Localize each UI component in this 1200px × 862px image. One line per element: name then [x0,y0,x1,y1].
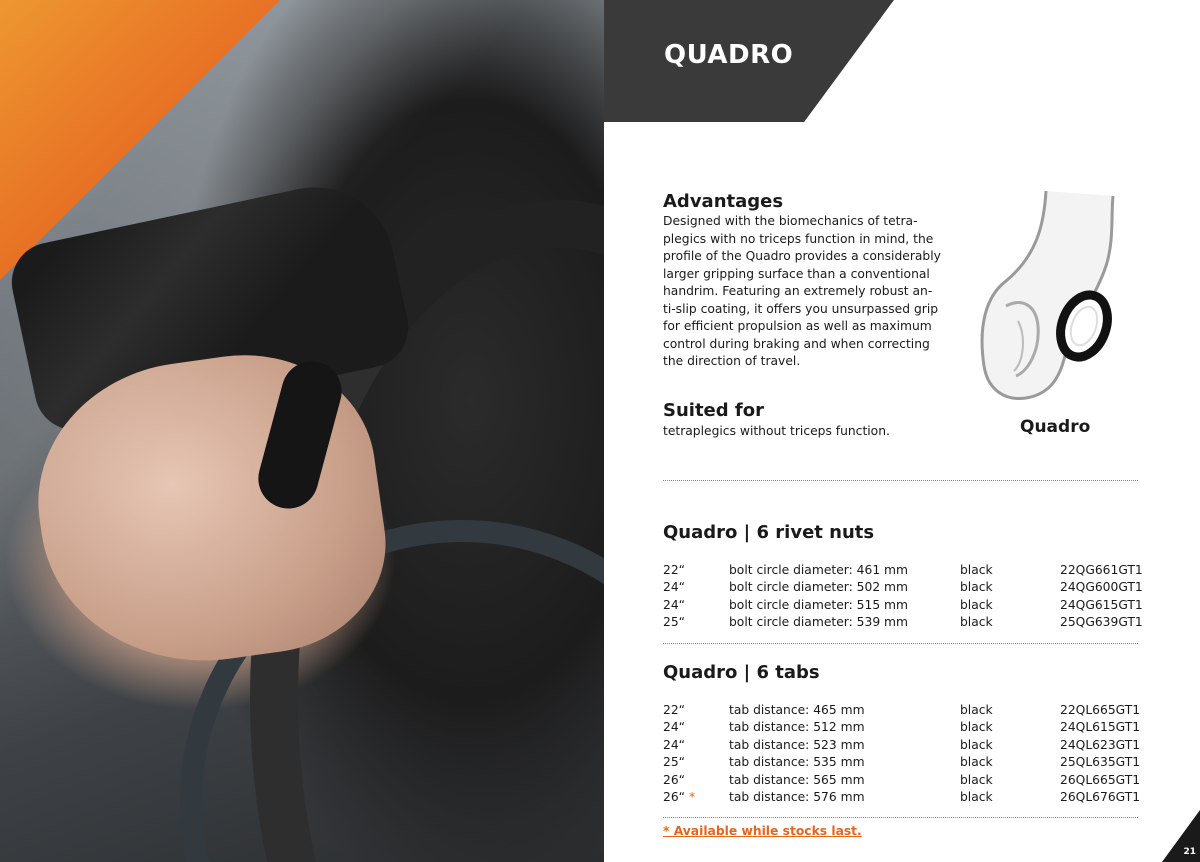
size-cell: 22“ [663,703,686,717]
article-cell: 24QL615GT1 [1060,720,1141,734]
advantages-text [663,213,941,371]
color-cell: black [960,755,993,769]
table-row [0,790,1200,807]
size-cell: 25“ [663,615,686,629]
page-number: 21 [1183,847,1196,857]
desc-cell: tab distance: 465 mm [729,703,865,717]
advantages-line: profile of the Quadro provides a considerably [663,249,941,263]
size-cell: 22“ [663,563,686,577]
divider [663,643,1138,644]
desc-cell: tab distance: 512 mm [729,720,865,734]
article-cell: 24QG615GT1 [1060,598,1143,612]
availability-footnote: * Available while stocks last. [663,824,862,838]
page-title: QUADRO [664,40,794,70]
advantages-line: plegics with no triceps function in mind, the [663,231,934,246]
suited-for-heading: Suited for [663,400,764,421]
size-cell: 24“ [663,720,686,734]
advantages-line: control during braking and when correcting [663,336,930,351]
article-cell: 25QL635GT1 [1060,755,1141,769]
divider [663,480,1138,481]
color-cell: black [960,598,993,612]
color-cell: black [960,615,993,629]
color-cell: black [960,773,993,787]
size-cell: 24“ [663,598,686,612]
size-cell: 25“ [663,755,686,769]
divider [663,817,1138,818]
article-cell: 22QL665GT1 [1060,703,1141,717]
size-cell: 26“ [663,773,686,787]
desc-cell: bolt circle diameter: 515 mm [729,598,909,612]
desc-cell: tab distance: 565 mm [729,773,865,787]
table-row [0,598,1200,615]
availability-star: * [688,790,696,804]
color-cell: black [960,703,993,717]
desc-cell: tab distance: 523 mm [729,738,865,752]
color-cell: black [960,580,993,594]
table-row [0,563,1200,580]
advantages-line: ti-slip coating, it offers you unsurpassed grip [663,301,939,316]
table-row [0,580,1200,597]
table-row [0,615,1200,632]
table-row [0,773,1200,790]
color-cell: black [960,563,993,577]
advantages-line: handrim. Featuring an extremely robust an- [663,284,933,298]
article-cell: 25QG639GT1 [1060,615,1143,629]
table-row [0,738,1200,755]
desc-cell: bolt circle diameter: 502 mm [729,580,909,594]
advantages-heading: Advantages [663,191,784,212]
size-value: 26“ [663,790,686,804]
color-cell: black [960,790,993,804]
size-cell: 24“ [663,738,686,752]
table-row [0,703,1200,720]
illustration-label: Quadro [1020,417,1091,437]
advantages-line: larger gripping surface than a conventional [663,266,930,281]
suited-for-text: tetraplegics without triceps function. [663,424,890,438]
tabs-heading: Quadro | 6 tabs [663,662,820,683]
article-cell: 26QL665GT1 [1060,773,1141,787]
desc-cell: tab distance: 576 mm [729,790,865,804]
table-row [0,720,1200,737]
size-cell: 24“ [663,580,686,594]
article-cell: 26QL676GT1 [1060,790,1141,804]
advantages-line: for efficient propulsion as well as maximum [663,319,932,333]
color-cell: black [960,720,993,734]
advantages-line: the direction of travel. [663,354,801,368]
advantages-line: Designed with the biomechanics of tetra- [663,214,918,228]
color-cell: black [960,738,993,752]
desc-cell: tab distance: 535 mm [729,755,865,769]
rivet-nuts-heading: Quadro | 6 rivet nuts [663,522,875,543]
article-cell: 22QG661GT1 [1060,563,1143,577]
article-cell: 24QL623GT1 [1060,738,1141,752]
article-cell: 24QG600GT1 [1060,580,1143,594]
desc-cell: bolt circle diameter: 461 mm [729,563,909,577]
size-cell [663,790,695,804]
desc-cell: bolt circle diameter: 539 mm [729,615,909,629]
hand-on-handrim-illustration [966,186,1136,411]
table-row [0,755,1200,772]
